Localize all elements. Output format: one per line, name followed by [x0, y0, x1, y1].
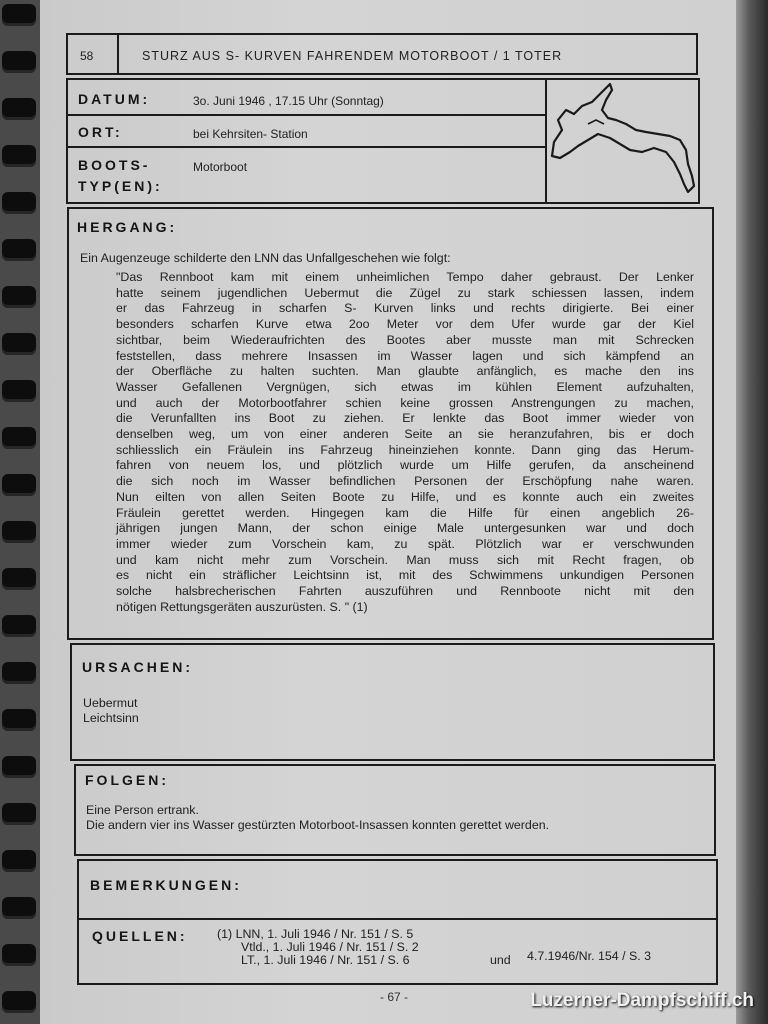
binding-ring: [2, 850, 36, 872]
hergang-quote-line: "Das Rennboot kam mit einem unheimlichen Tempo daher gebraust. Der Lenker: [116, 270, 694, 284]
folgen-line-1: Eine Person ertrank.: [86, 803, 199, 817]
header-page-number: 58: [80, 49, 94, 63]
hergang-quote-line: und auch der Motorbootfahrer schien keine grossen Anstrengungen zu machen,: [116, 395, 694, 410]
binding-ring: [2, 51, 36, 73]
bootstyp-value: Motorboot: [193, 160, 248, 174]
binding-ring: [2, 991, 36, 1013]
binding-ring: [2, 474, 36, 496]
quellen-label: QUELLEN:: [92, 928, 188, 944]
hergang-quote-line: hatte seinem jugendlichen Uebermut die Zügel zu stark schiessen lassen, indem: [116, 285, 694, 300]
hergang-quote-line: schliesslich ein Fräulein ins Fahrzeug hineinziehen konnte. Dann ging das Herum-: [116, 442, 694, 457]
quellen-line-3c: 4.7.1946/Nr. 154 / S. 3: [527, 949, 651, 963]
binding-ring: [2, 145, 36, 167]
ort-label: ORT:: [78, 124, 123, 140]
binding-ring: [2, 756, 36, 778]
datum-divider: [66, 114, 546, 116]
ursachen-item-1: Uebermut: [83, 696, 138, 710]
bootstyp-label-1: BOOTS-: [78, 157, 151, 173]
quellen-line-3a: LT., 1. Juli 1946 / Nr. 151 / S. 6: [241, 953, 410, 967]
page-number-footer: - 67 -: [380, 990, 409, 1004]
header-divider: [117, 33, 119, 75]
bemerkungen-label: BEMERKUNGEN:: [90, 877, 242, 893]
datum-value: 3o. Juni 1946 , 17.15 Uhr (Sonntag): [193, 94, 384, 108]
quellen-line-1: (1) LNN, 1. Juli 1946 / Nr. 151 / S. 5: [217, 927, 414, 941]
watermark: Luzerner-Dampfschiff.ch: [530, 990, 754, 1011]
ursachen-item-2: Leichtsinn: [83, 711, 139, 725]
binding-ring: [2, 286, 36, 308]
lake-lucerne-map-icon: [548, 80, 698, 202]
binding-ring: [2, 662, 36, 684]
quellen-divider: [77, 918, 718, 920]
hergang-quote-line: die Verunfallten ins Boot zu ziehen. Er lenkte das Boot immer wieder von: [116, 411, 694, 426]
binding-ring: [2, 568, 36, 590]
hergang-quote-line: er das Fahrzeug in scharfen S- Kurven links und rechts dirigierte. Bei einer: [116, 301, 694, 316]
hergang-quote-line: und kam nicht mehr zum Vorschein. Man muss sich mit Recht fragen, ob: [116, 552, 694, 567]
page-edge-shadow: [736, 0, 768, 1024]
page-title: STURZ AUS S- KURVEN FAHRENDEM MOTORBOOT / 1 TOTER: [142, 49, 563, 63]
binding-ring: [2, 4, 36, 26]
ursachen-label: URSACHEN:: [82, 659, 193, 675]
hergang-quote-line: feststellen, dass mehrere Insassen im Wasser lagen und sich kämpfend an: [116, 348, 694, 363]
quellen-line-3b: und: [490, 953, 511, 967]
hergang-quote-line: Nun eilten von allen Seiten Boote zu Hilfe, und es konnte auch ein zweites: [116, 489, 694, 504]
folgen-label: FOLGEN:: [85, 772, 169, 788]
bootstyp-label-2: TYP(EN):: [78, 178, 163, 194]
hergang-quote-line: besonders scharfen Kurve etwa 2oo Meter vor dem Ufer wurde gar der Kiel: [116, 317, 694, 332]
binding-ring: [2, 615, 36, 637]
hergang-quote-line: Wasser Gefallenen Vergnügen, sich etwas im kühlen Element aufzuhalten,: [116, 379, 694, 394]
hergang-quote-line: immer wieder zum Vorschein kam, zu spät. Plötzlich war er verschwunden: [116, 536, 694, 551]
hergang-label: HERGANG:: [77, 219, 178, 235]
binding-ring: [2, 239, 36, 261]
binding-ring: [2, 98, 36, 120]
ort-divider: [66, 146, 546, 148]
binding-ring: [2, 192, 36, 214]
binding-ring: [2, 803, 36, 825]
spiral-binding: [0, 0, 40, 1024]
binding-ring: [2, 709, 36, 731]
datum-label: DATUM:: [78, 91, 151, 107]
hergang-quote-line: denselben weg, um von einer anderen Seite an sie heranzufahren, bis er doch: [116, 427, 694, 442]
binding-ring: [2, 521, 36, 543]
hergang-quote-line: solche halsbrecherischen Fahrten auszuführen und Rennboote nicht mit den: [116, 584, 694, 599]
binding-ring: [2, 427, 36, 449]
binding-ring: [2, 944, 36, 966]
ort-value: bei Kehrsiten- Station: [193, 127, 308, 141]
hergang-intro: Ein Augenzeuge schilderte den LNN das Unfallgeschehen wie folgt:: [80, 251, 451, 265]
folgen-line-2: Die andern vier ins Wasser gestürzten Motorboot-Insassen konnten gerettet werden.: [86, 818, 550, 832]
hergang-quote-line: Fräulein gerettet werden. Hingegen kam die Hilfe für einen angeblich 26-: [116, 505, 694, 520]
hergang-quote-line: der Oberfläche zu halten suchten. Man glaubte anfänglich, es mache den ins: [116, 364, 694, 379]
binding-ring: [2, 333, 36, 355]
hergang-quote-line: fahren von neuem los, und plötzlich wurde um Hilfe gerufen, da anscheinend: [116, 458, 694, 473]
map-divider: [545, 78, 547, 204]
hergang-quote-line: jährigen jungen Mann, der schon einige Male untergesunken war und doch: [116, 521, 694, 536]
hergang-quote-line: nötigen Rettungsgeräten auszurüsten. S. " (1): [116, 599, 368, 614]
hergang-quote-line: es nicht ein sträflicher Leichtsinn ist, mit des Schwimmens unkundigen Personen: [116, 568, 694, 583]
hergang-quote-line: sichtbar, beim Wiederaufrichten des Bootes aber musste man mit Schrecken: [116, 332, 694, 347]
hergang-quote-line: die sich noch im Wasser befindlichen Personen der Erschöpfung nahe waren.: [116, 474, 694, 489]
binding-ring: [2, 897, 36, 919]
quellen-line-2: Vtld., 1. Juli 1946 / Nr. 151 / S. 2: [241, 940, 419, 954]
hergang-quote: [116, 270, 694, 615]
binding-ring: [2, 380, 36, 402]
